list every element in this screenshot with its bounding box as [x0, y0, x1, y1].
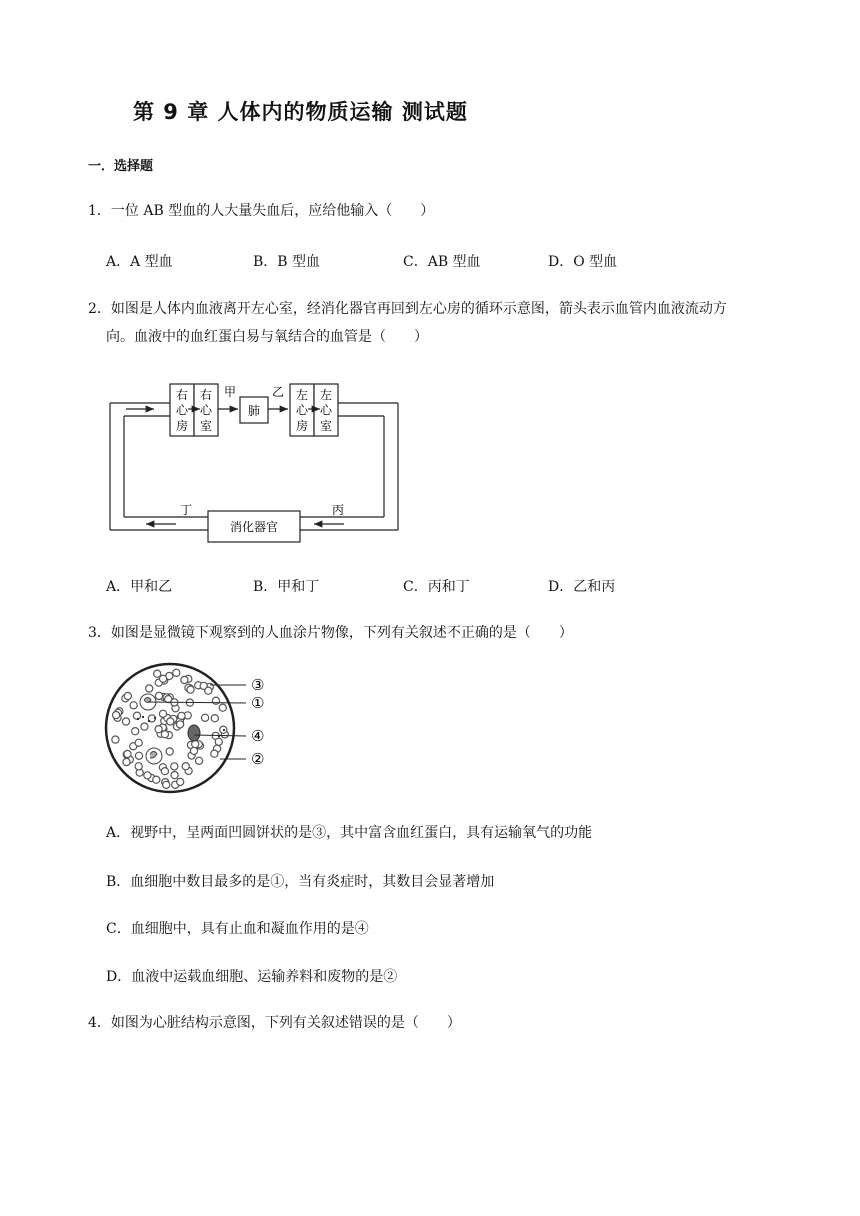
- red-blood-cell: [163, 781, 170, 788]
- red-blood-cell: [113, 712, 120, 719]
- red-blood-cell: [192, 741, 199, 748]
- rv-char-1: 右: [199, 388, 213, 402]
- digestive-organ-label: 消化器官: [229, 520, 279, 534]
- red-blood-cell: [171, 772, 178, 779]
- red-blood-cell: [135, 739, 142, 746]
- red-blood-cell: [212, 697, 219, 704]
- ra-char-3: 房: [175, 419, 189, 433]
- la-char-3: 房: [295, 419, 309, 433]
- la-char-2: 心: [295, 403, 309, 417]
- red-blood-cell: [132, 728, 139, 735]
- red-blood-cell: [133, 712, 140, 719]
- red-blood-cell: [146, 685, 153, 692]
- label-jia: 甲: [223, 385, 237, 399]
- circulation-diagram: [100, 378, 410, 546]
- ra-char-1: 右: [175, 388, 189, 402]
- q1-option-b: B．B 型血: [253, 254, 321, 270]
- red-blood-cell: [130, 702, 137, 709]
- question-4-text: 4．如图为心脏结构示意图，下列有关叙述错误的是（ ）: [88, 1015, 461, 1031]
- q3-option-c: C．血细胞中，具有止血和凝血作用的是④: [106, 921, 369, 937]
- la-char-1: 左: [295, 388, 309, 402]
- lv-char-1: 左: [319, 388, 333, 402]
- blood-smear-diagram: [104, 662, 274, 796]
- red-blood-cell: [154, 670, 161, 677]
- rv-char-3: 室: [199, 419, 213, 433]
- q2-option-a: A．甲和乙: [106, 579, 173, 595]
- red-blood-cell: [167, 718, 174, 725]
- red-blood-cell: [160, 675, 167, 682]
- question-2-line2: 向。血液中的血红蛋白易与氧结合的血管是（ ）: [106, 329, 428, 345]
- red-blood-cell: [190, 747, 197, 754]
- red-blood-cell: [211, 750, 218, 757]
- red-blood-cell: [159, 710, 166, 717]
- red-blood-cell: [135, 763, 142, 770]
- red-blood-cell: [177, 721, 184, 728]
- q3-option-a: A．视野中，呈两面凹圆饼状的是③，其中富含血红蛋白，具有运输氧气的功能: [106, 825, 593, 841]
- q1-option-d: D．O 型血: [548, 254, 618, 270]
- rv-char-2: 心: [199, 403, 213, 417]
- q1-option-a: A．A 型血: [106, 254, 173, 270]
- q2-option-b: B．甲和丁: [253, 579, 320, 595]
- label-4: ④: [251, 727, 265, 745]
- section-heading: 一．选择题: [88, 159, 154, 174]
- red-blood-cell: [177, 778, 184, 785]
- red-blood-cell: [144, 772, 151, 779]
- lv-char-2: 心: [319, 403, 333, 417]
- red-blood-cell: [181, 676, 188, 683]
- label-3: ③: [251, 676, 265, 694]
- red-blood-cell: [211, 715, 218, 722]
- red-blood-cell: [112, 736, 119, 743]
- red-blood-cell: [182, 763, 189, 770]
- red-blood-cell: [124, 750, 131, 757]
- question-2-text: [88, 295, 808, 351]
- red-blood-cell: [173, 669, 180, 676]
- red-blood-cell: [219, 704, 226, 711]
- q2-option-d: D．乙和丙: [548, 579, 616, 595]
- lv-char-3: 室: [319, 419, 333, 433]
- page-title: 第 9 章 人体内的物质运输 测试题: [133, 100, 468, 124]
- red-blood-cell: [135, 752, 142, 759]
- red-blood-cell: [166, 748, 173, 755]
- q1-option-c: C．AB 型血: [403, 254, 481, 270]
- red-blood-cell: [123, 758, 130, 765]
- label-bing: 丙: [331, 503, 345, 517]
- red-blood-cell: [155, 726, 162, 733]
- red-blood-cell: [141, 723, 148, 730]
- red-blood-cell: [171, 763, 178, 770]
- red-blood-cell: [122, 718, 129, 725]
- red-blood-cell: [187, 686, 194, 693]
- ra-char-2: 心: [175, 403, 189, 417]
- red-blood-cell: [161, 731, 168, 738]
- red-blood-cell: [153, 776, 160, 783]
- red-blood-cell: [161, 768, 168, 775]
- q3-option-d: D．血液中运载血细胞、运输养料和废物的是②: [106, 969, 398, 985]
- question-3-text: 3．如图是显微镜下观察到的人血涂片物像，下列有关叙述不正确的是（ ）: [88, 625, 573, 641]
- red-blood-cell: [196, 757, 203, 764]
- red-blood-cell: [155, 692, 162, 699]
- label-1: ①: [251, 694, 265, 712]
- label-ding: 丁: [179, 503, 193, 517]
- label-2: ②: [251, 750, 265, 768]
- label-yi: 乙: [271, 385, 285, 399]
- microscope-field: [106, 664, 234, 792]
- red-blood-cell: [124, 692, 131, 699]
- question-2-line1: 2．如图是人体内血液离开左心室，经消化器官再回到左心房的循环示意图，箭头表示血管内血液流动方: [88, 301, 727, 317]
- lung-label: 肺: [247, 404, 261, 418]
- red-blood-cell: [178, 712, 185, 719]
- q2-option-c: C．丙和丁: [403, 579, 470, 595]
- red-blood-cell: [202, 714, 209, 721]
- question-1-text: 1．一位 AB 型血的人大量失血后，应给他输入（ ）: [88, 203, 435, 219]
- q3-option-b: B．血细胞中数目最多的是①，当有炎症时，其数目会显著增加: [106, 874, 495, 890]
- red-blood-cell: [215, 738, 222, 745]
- red-blood-cell: [205, 687, 212, 694]
- white-blood-cell-4: [188, 725, 200, 741]
